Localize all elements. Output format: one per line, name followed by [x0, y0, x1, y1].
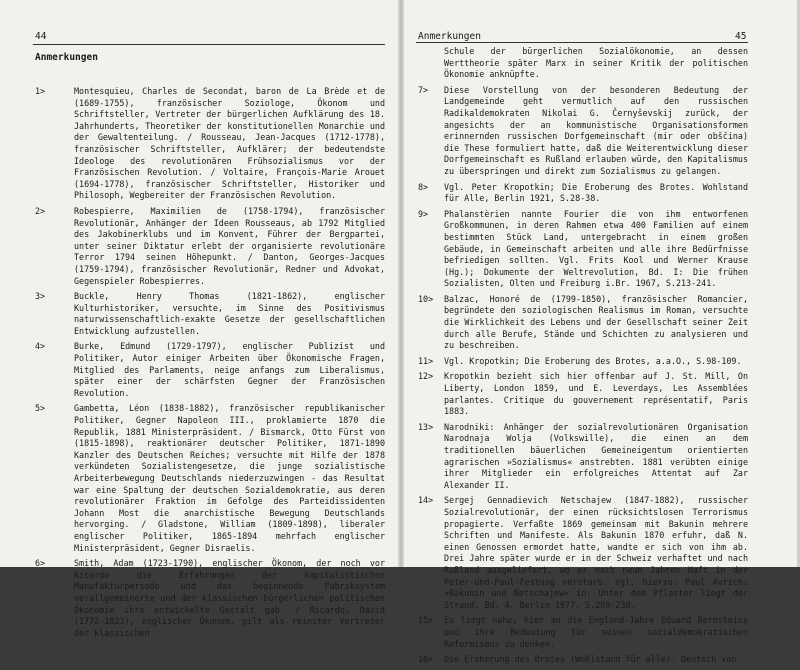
note-number: 9> — [418, 208, 429, 219]
note-item — [35, 291, 385, 337]
note-number: 2> — [35, 205, 46, 216]
note-item — [35, 86, 385, 202]
note-text: Robespierre, Maximilien de (1758-1794), französischer Revolutionär, Anhänger der Ideen Rousseaus, ab 1792 Mitglied des Jakobinerklubs und im Konvent, Führer der Bergpartei, unter seiner Diktatur erlebt der organisierte revolutionäre Terror 1794 seinen Höhepunkt. / Danton, Georges-Jacques (1759-1794), französischer Revolutionär, Redner und Advokat, Gegenspieler Robespierres. — [74, 205, 385, 286]
note-item — [35, 558, 385, 639]
note-item — [418, 209, 748, 290]
note-item — [418, 371, 748, 417]
left-page — [0, 0, 398, 638]
note-number: 16> — [418, 654, 434, 665]
left-page-heading: Anmerkungen — [35, 52, 98, 63]
note-text: Diese Vorstellung von der besonderen Bedeutung der Landgemeinde geht vermutlich auf den russischen Radikaldemokraten Nikolai G. Černyševskij zurück, der angesichts der an kommunistische Organisationsformen erinnernden russischen Dorfgemeinschaft (mir oder obščina) die These formuliert hatte, daß die Weiterentwicklung dieser Dorfgemeinschaft es Rußland erlauben würde, den Kapitalismus zu überspringen und direkt zum Sozialismus zu gelangen. — [444, 84, 748, 176]
note-text: Es liegt nahe, hier an die England-Jahre Eduard Bernsteins und ihre Bedeutung für seinen sozialdemokratischen Reformismus zu denken. — [444, 615, 748, 649]
right-notes-list — [418, 46, 748, 670]
note-item — [35, 341, 385, 399]
note-item — [418, 615, 748, 650]
right-running-head: Anmerkungen — [418, 31, 481, 42]
right-page — [404, 0, 800, 665]
note-number: 14> — [418, 495, 434, 506]
note-text: Montesquieu, Charles de Secondat, baron de La Brède et de (1689-1755), französischer Soziologe, Ökonom und Schriftsteller, Vertreter der bürgerlichen Aufklärung des 18. Jahrhunderts, Theoretiker der konstitutionellen Monarchie und der Gewaltenteilung. / Rousseau, Jean-Jacques (1712-1778), französischer Schriftsteller, Aufklärer; der bedeutendste Ideologe des revolutionären Frühsozialismus vor der Französischen Revolution. / Voltaire, François-Marie Arouet (1694-1778), französischer Schriftsteller, Historiker und Philosoph, Wegbereiter der Französischen Revolution. — [74, 86, 385, 201]
note-number: 7> — [418, 84, 429, 95]
note-number: 5> — [35, 403, 46, 414]
note-text: Vgl. Peter Kropotkin; Die Eroberung des Brotes. Wohlstand für Alle, Berlin 1921, S.28-38. — [444, 181, 748, 204]
note-number: 4> — [35, 341, 46, 352]
note-number: 11> — [418, 355, 434, 366]
note-item — [418, 182, 748, 205]
note-number: 6> — [35, 558, 46, 569]
right-header-rule — [416, 42, 748, 43]
note-number: 3> — [35, 291, 46, 302]
note-number: 12> — [418, 371, 434, 382]
note-text: Phalanstèrien nannte Fourier die von ihm entworfenen Großkommunen, in deren Rahmen etwa 400 Familien auf einem bestimmten Stück Land, untergebracht in einem großen Gebäude, in Gemeinschaft arbeiten und alle ihre Bedürfnisse befriedigen sollten. Vgl. Frits Kool und Werner Krause (Hg.); Dokumente der Weltrevolution, Bd. I: Die frühen Sozialisten, Olten und Freiburg i.Br. 1967, S.213-241. — [444, 208, 748, 289]
note-text: Die Eroberung des Brotes (Wohlstand für alle). Deutsch von — [444, 654, 737, 665]
note-item — [35, 206, 385, 287]
note-item — [418, 356, 748, 368]
note-item — [35, 403, 385, 554]
note-text: Vgl. Kropotkin; Die Eroberung des Brotes, a.a.O., S.98-109. — [444, 355, 742, 366]
left-notes-list — [35, 86, 385, 643]
note-item — [418, 422, 748, 492]
right-page-number: 45 — [735, 31, 747, 42]
note-text: Narodniki: Anhänger der sozialrevolutionären Organisation Narodnaja Wolja (Volkswille), die einen an dem traditionellen bäuerlichen Gemeineigentum orientierten agrarischen »Sozialismus« anstrebten. 1881 verübten einige ihrer Mitglieder ein erfolgreiches Attentat auf Zar Alexander II. — [444, 421, 748, 490]
note-number: 15> — [418, 615, 434, 626]
note-text: Balzac, Honoré de (1799-1850), französischer Romancier, begründete den soziologischen Realismus im Roman, versuchte die Wirklichkeit des Lebens und der Gesellschaft seiner Zeit durch alle Berufe, Stände und Schichten zu analysieren und zu beschreiben. — [444, 293, 748, 351]
note-item — [418, 495, 748, 611]
note-item — [418, 294, 748, 352]
left-header-rule — [33, 44, 385, 45]
note-number: 10> — [418, 293, 434, 304]
note-continuation: Schule der bürgerlichen Sozialökonomie, an dessen Werttheorie später Marx in seiner Kritik der politischen Ökonomie anknüpfte. — [444, 46, 748, 80]
note-number: 8> — [418, 181, 429, 192]
note-text: Sergej Gennadievich Netschajew (1847-1882), russischer Sozialrevolutionär, der einen rücksichtslosen Terrorismus propagierte. Verfaßte 1869 gemeinsam mit Bakunin mehrere Schriften und Manifeste. Als Bakunin 1870 erfuhr, daß N. einen Genossen ermordet hatte, wandte er sich von ihm ab. Drei Jahre später wurde er in der Schweiz verhaftet und nach Rußland ausgeliefert, wo er nach neun Jahren Haft in der Peter-und-Paul-Festung verstarb. Vgl. hierzu: Paul Avrich; »Bakunin und Netschajew« in: Unter dem Pflaster liegt der Strand, Bd. 4, Berlin 1977, S.209-238. — [444, 495, 748, 610]
note-number: 1> — [35, 86, 46, 96]
note-text: Kropotkin bezieht sich hier offenbar auf J. St. Mill, On Liberty, London 1859, und E. Leverdays, Les Assemblées parlantes. Critique du gouvernement représentatif, Paris 1883. — [444, 371, 748, 417]
note-text: Buckle, Henry Thomas (1821-1862), englischer Kulturhistoriker, versuchte, im Sinne des Positivismus naturwissenschaftlich-exakte Gesetze der gesellschaftlichen Entwicklung aufzustellen. — [74, 291, 385, 336]
left-page-number: 44 — [35, 31, 47, 42]
note-number: 13> — [418, 421, 434, 432]
note-text: Smith, Adam (1723-1790), englischer Ökonom, der noch vor Ricardo die Erfahrungen der kapitalistischen Manufakturperiode und das beginnende Fabriksystem verallgemeinerte und der klassischen bürgerlichen politischen Ökonomie ihre entwickelte Gestalt gab. / Ricardo, David (1772-1823), englischer Ökonom, gilt als reinster Vertreter der klassischen — [74, 558, 385, 638]
note-item — [418, 654, 748, 666]
note-text: Burke, Edmund (1729-1797), englischer Publizist und Politiker, Autor einiger Arbeiten über Ökonomische Fragen, Mitglied des Parlaments, neige anfangs zum Liberalismus, später einer der schärfsten Gegner der Französischen Revolution. — [74, 341, 385, 398]
note-text: Gambetta, Léon (1838-1882), französischer republikanischer Politiker, Gegner Napoleon III., proklamierte 1870 die Republik, 1881 Ministerpräsident. / Bismarck, Otto Fürst von (1815-1898), reaktionärer deutscher Politiker, 1871-1890 Kanzler des Deutschen Reiches; versuchte mit Hilfe der 1878 verkündeten Sozialistengesetze, die junge sozialistische Arbeiterbewegung Deutschlands niederzuzwingen - das Resultat war eine Spaltung der deutschen Sozialdemokratie, aus deren revolutionärer Fraktion im Gefolge des Parteidissidenten Johann Most die anarchistische Bewegung Deutschlands hervorging. / Gladstone, William (1809-1898), liberaler englischer Politiker, 1865-1894 mehrfach englischer Ministerpräsident, Gegner Disraelis. — [74, 403, 385, 553]
note-item — [418, 85, 748, 178]
